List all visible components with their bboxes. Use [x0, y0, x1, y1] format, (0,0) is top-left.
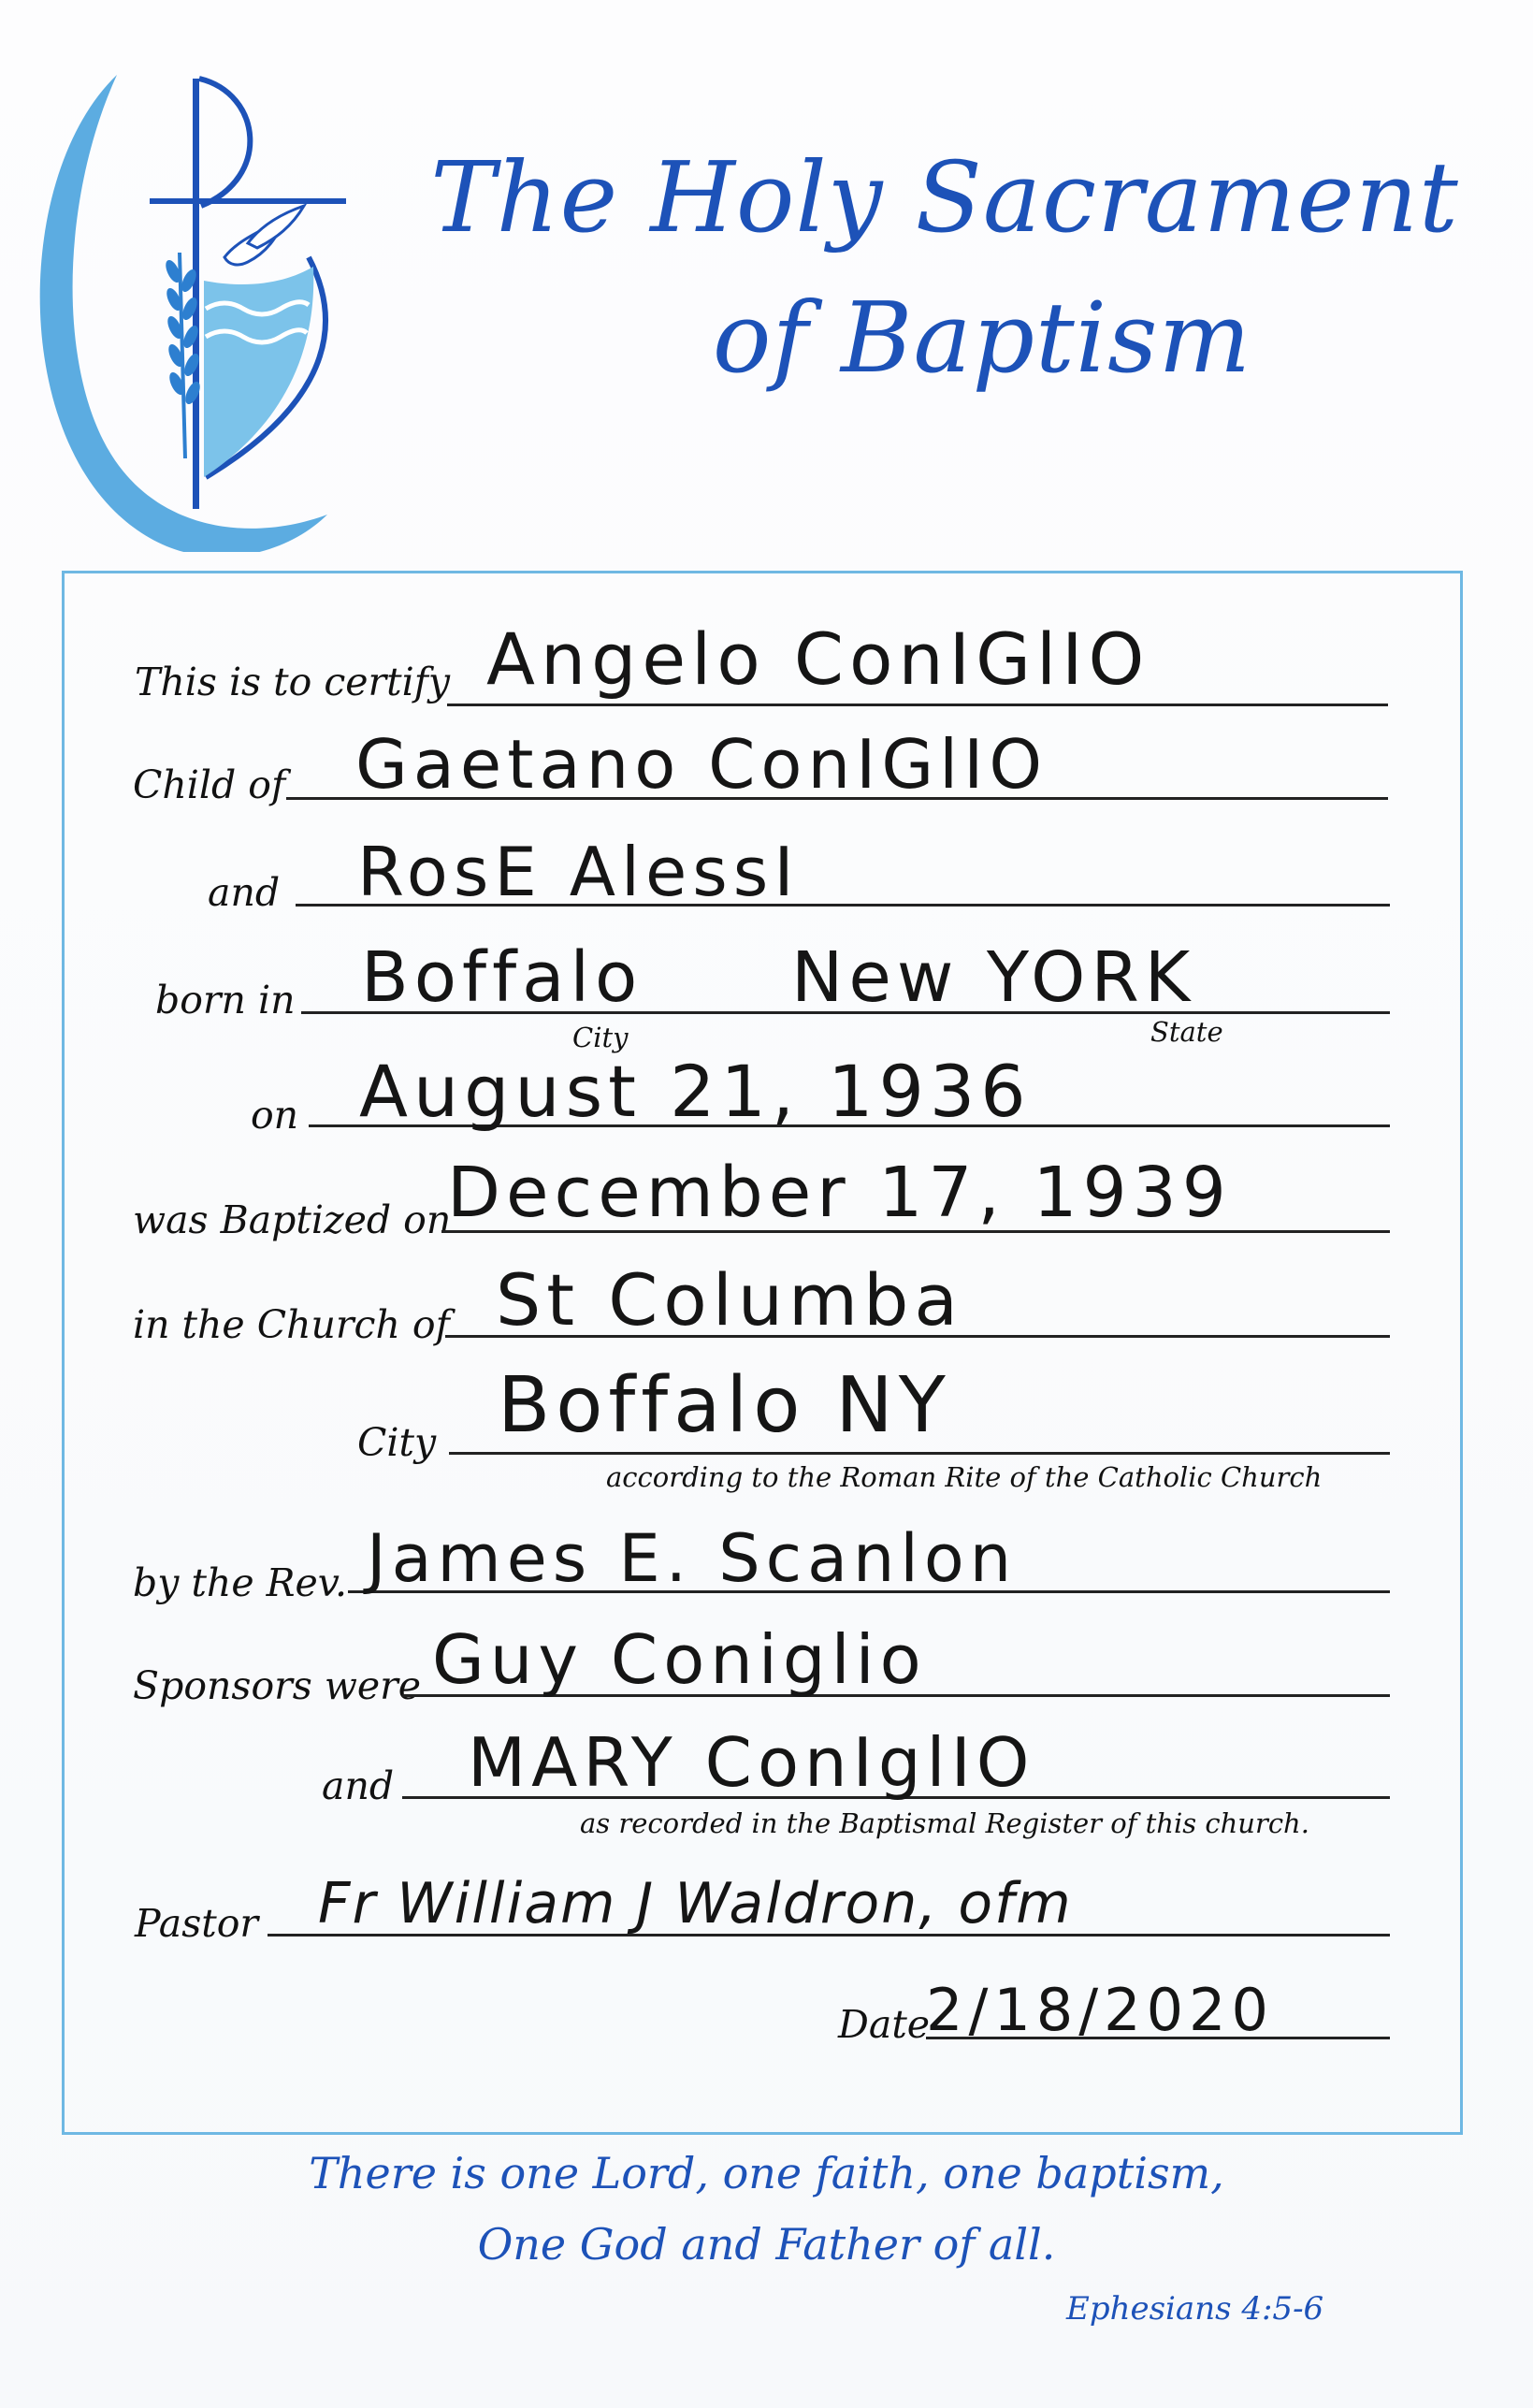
sponsors-label: Sponsors were — [133, 1663, 422, 1708]
certify-value: Angelo ConIGlIO — [486, 617, 1150, 701]
on-value: August 21, 1936 — [359, 1050, 1032, 1133]
verse-line-2: One God and Father of all. — [477, 2219, 1056, 2270]
city-label: City — [357, 1420, 437, 1465]
born-in-label: born in — [155, 978, 296, 1023]
baptized-value: December 17, 1939 — [447, 1153, 1232, 1233]
pastor-label: Pastor — [135, 1901, 258, 1946]
born-state-value: New YORK — [791, 937, 1196, 1018]
baptized-label: was Baptized on — [133, 1197, 452, 1242]
church-label: in the Church of — [133, 1302, 450, 1347]
born-city-value: Boffalo — [361, 937, 644, 1018]
title-line-2: of Baptism — [712, 281, 1252, 395]
sponsors-value: Guy Coniglio — [432, 1620, 927, 1699]
child-of-label: Child of — [133, 762, 286, 807]
city-caption: City — [572, 1022, 629, 1053]
city-value: Boffalo NY — [498, 1361, 951, 1450]
cross-dove-wheat-icon — [37, 65, 355, 552]
on-label: on — [251, 1093, 299, 1138]
certificate-title — [393, 140, 1497, 458]
date-value: 2/18/2020 — [926, 1976, 1274, 2044]
and2-value: MARY ConIglIO — [468, 1723, 1035, 1802]
rev-label: by the Rev. — [133, 1560, 348, 1605]
rev-value: James E. Scanlon — [367, 1520, 1018, 1597]
date-label: Date — [838, 2002, 931, 2047]
child-of-value: Gaetano ConIGlIO — [355, 725, 1049, 804]
and2-label: and — [322, 1763, 395, 1808]
verse-line-1: There is one Lord, one faith, one baptism, — [309, 2148, 1224, 2198]
church-value: St Columba — [496, 1258, 963, 1342]
certify-label: This is to certify — [135, 660, 451, 704]
and-label: and — [208, 870, 281, 915]
register-caption: as recorded in the Baptismal Register of this church. — [580, 1807, 1309, 1839]
rite-caption: according to the Roman Rite of the Catholic Church — [606, 1461, 1323, 1493]
city-rule — [449, 1452, 1390, 1455]
verse-citation: Ephesians 4:5-6 — [1066, 2290, 1324, 2328]
and-value: RosE AlessI — [357, 833, 800, 911]
title-line-1: The Holy Sacrament — [430, 140, 1459, 254]
certify-rule — [447, 704, 1388, 706]
state-caption: State — [1150, 1016, 1223, 1048]
pastor-signature: Fr William J Waldron, ofm — [318, 1871, 1073, 1937]
